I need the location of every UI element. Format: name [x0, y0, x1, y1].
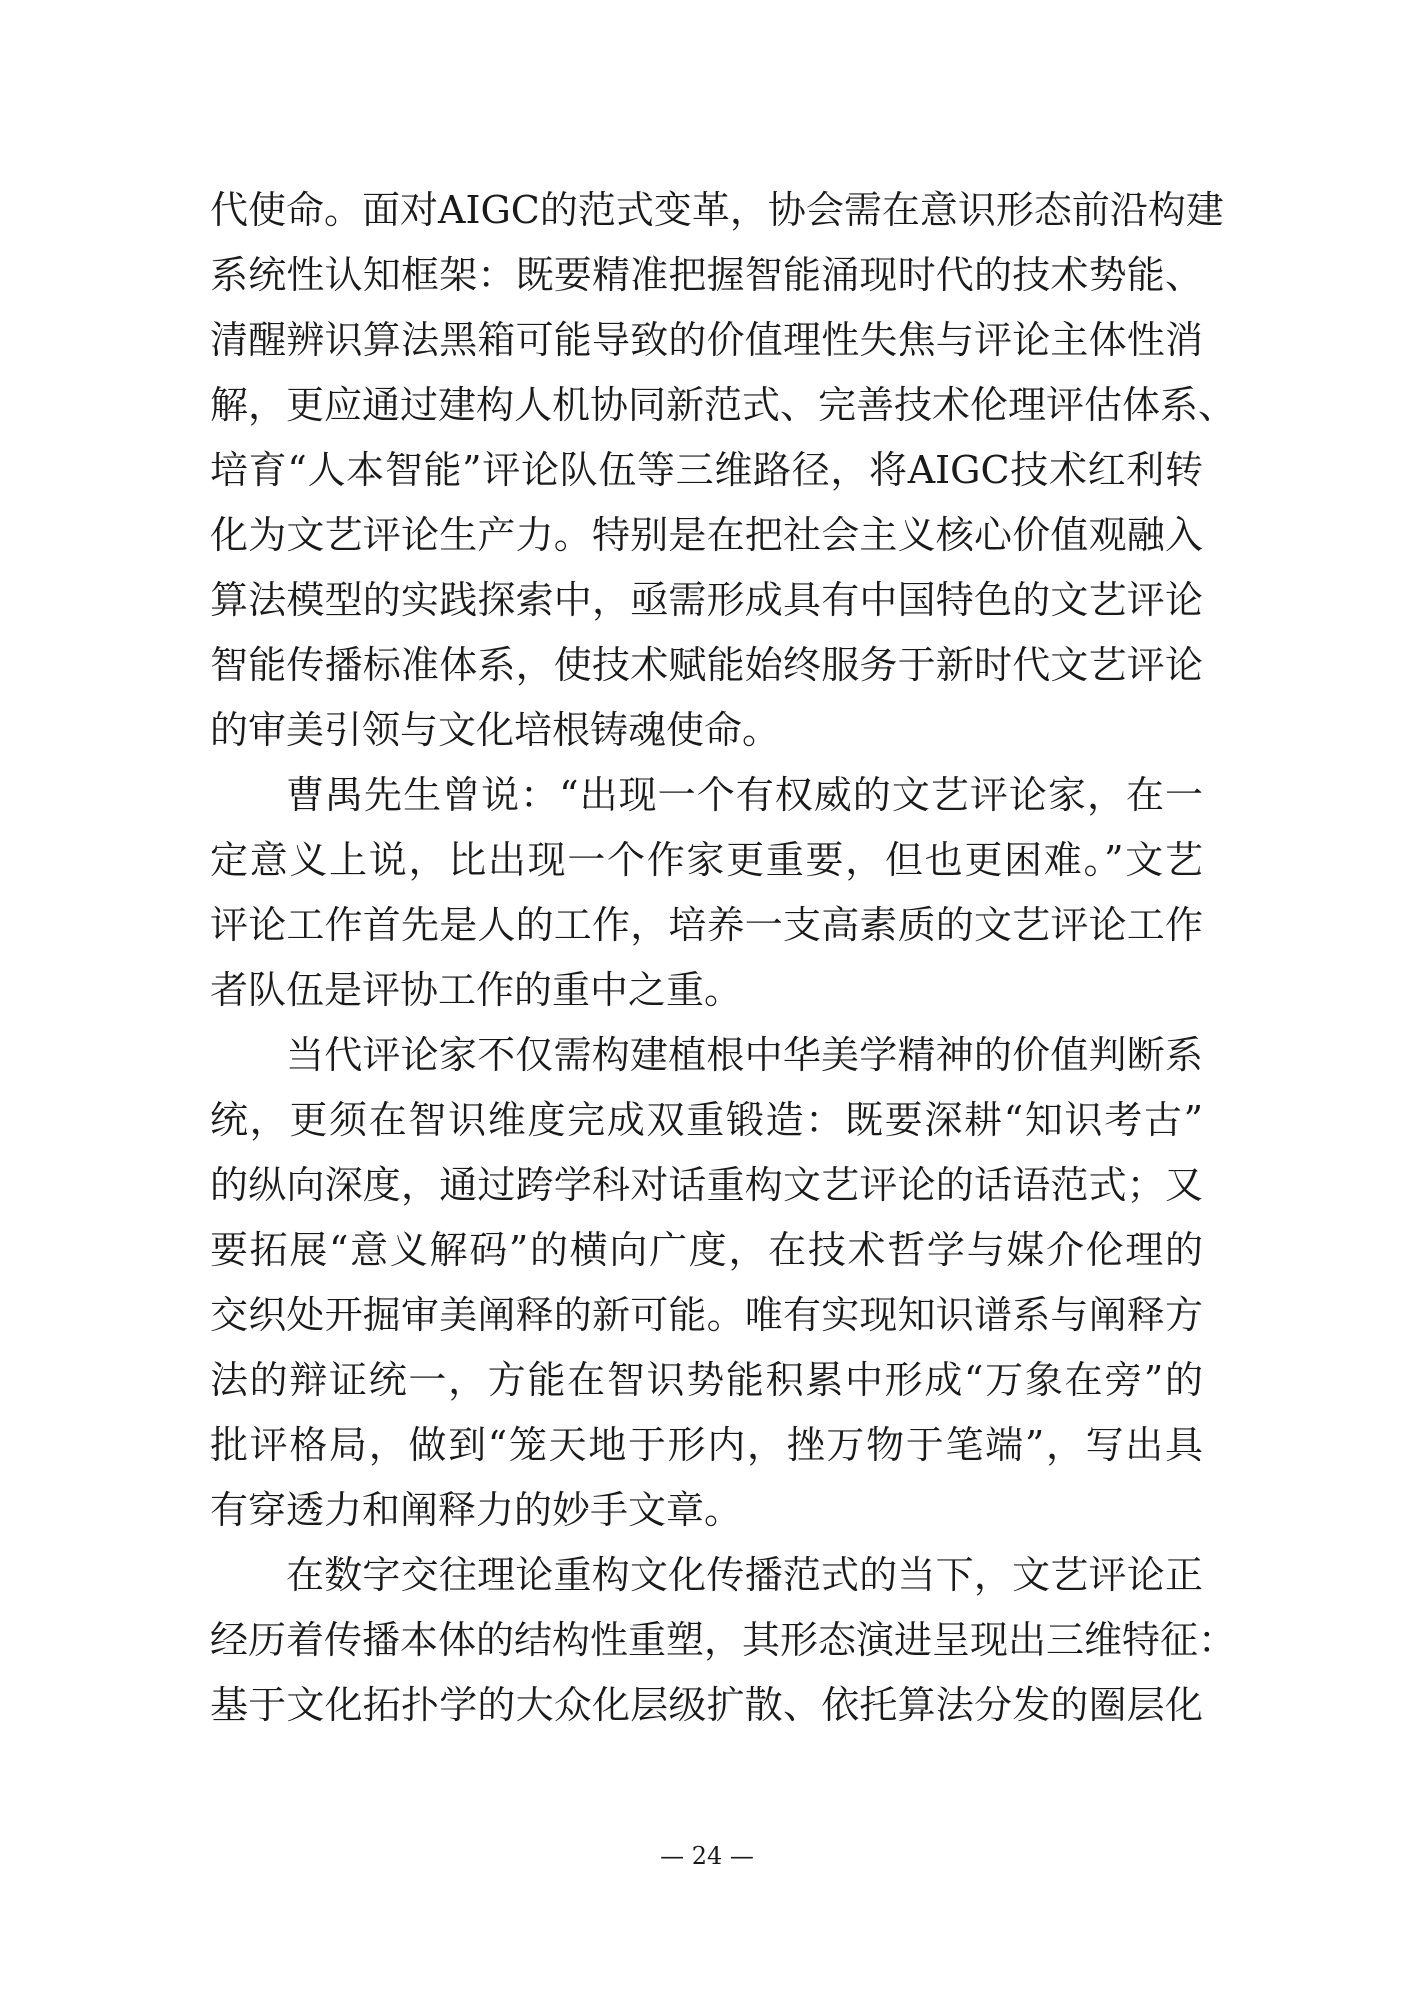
text-line: 要拓展“意义解码”的横向广度，在技术哲学与媒介伦理的	[210, 1228, 1203, 1272]
text-line: 系统性认知框架：既要精准把握智能涌现时代的技术势能、	[210, 253, 1203, 297]
body-text	[210, 178, 1237, 1738]
text-line: 法的辩证统一，方能在智识势能积累中形成“万象在旁”的	[210, 1358, 1203, 1402]
text-line: 算法模型的实践探索中，亟需形成具有中国特色的文艺评论	[210, 578, 1203, 622]
text-line: 交织处开掘审美阐释的新可能。唯有实现知识谱系与阐释方	[210, 1293, 1203, 1337]
text-line: 批评格局，做到“笼天地于形内，挫万物于笔端”，写出具	[210, 1423, 1203, 1467]
text-line: 解，更应通过建构人机协同新范式、完善技术伦理评估体系、	[210, 383, 1237, 427]
text-line: 定意义上说，比出现一个作家更重要，但也更困难。”文艺	[210, 838, 1203, 882]
text-line: 智能传播标准体系，使技术赋能始终服务于新时代文艺评论	[210, 643, 1203, 687]
text-line: 的纵向深度，通过跨学科对话重构文艺评论的话语范式；又	[210, 1163, 1203, 1207]
text-line: 培育“人本智能”评论队伍等三维路径，将AIGC技术红利转	[210, 448, 1203, 492]
text-line: 有穿透力和阐释力的妙手文章。	[210, 1488, 743, 1532]
text-line: 化为文艺评论生产力。特别是在把社会主义核心价值观融入	[210, 513, 1203, 557]
text-line: 评论工作首先是人的工作，培养一支高素质的文艺评论工作	[210, 903, 1203, 947]
text-line: 基于文化拓扑学的大众化层级扩散、依托算法分发的圈层化	[210, 1683, 1203, 1727]
text-line: 的审美引领与文化培根铸魂使命。	[210, 708, 781, 752]
page-number: — 24 —	[660, 1842, 754, 1870]
text-line: 代使命。面对AIGC的范式变革，协会需在意识形态前沿构建	[210, 188, 1224, 232]
text-line: 清醒辨识算法黑箱可能导致的价值理性失焦与评论主体性消	[210, 318, 1203, 362]
text-line: 统，更须在智识维度完成双重锻造：既要深耕“知识考古”	[210, 1098, 1203, 1142]
text-line: 当代评论家不仅需构建植根中华美学精神的价值判断系	[286, 1033, 1203, 1077]
text-line: 者队伍是评协工作的重中之重。	[210, 968, 743, 1012]
text-line: 曹禺先生曾说：“出现一个有权威的文艺评论家，在一	[286, 773, 1203, 817]
text-line: 经历着传播本体的结构性重塑，其形态演进呈现出三维特征：	[210, 1618, 1237, 1662]
text-line: 在数字交往理论重构文化传播范式的当下，文艺评论正	[286, 1553, 1203, 1597]
